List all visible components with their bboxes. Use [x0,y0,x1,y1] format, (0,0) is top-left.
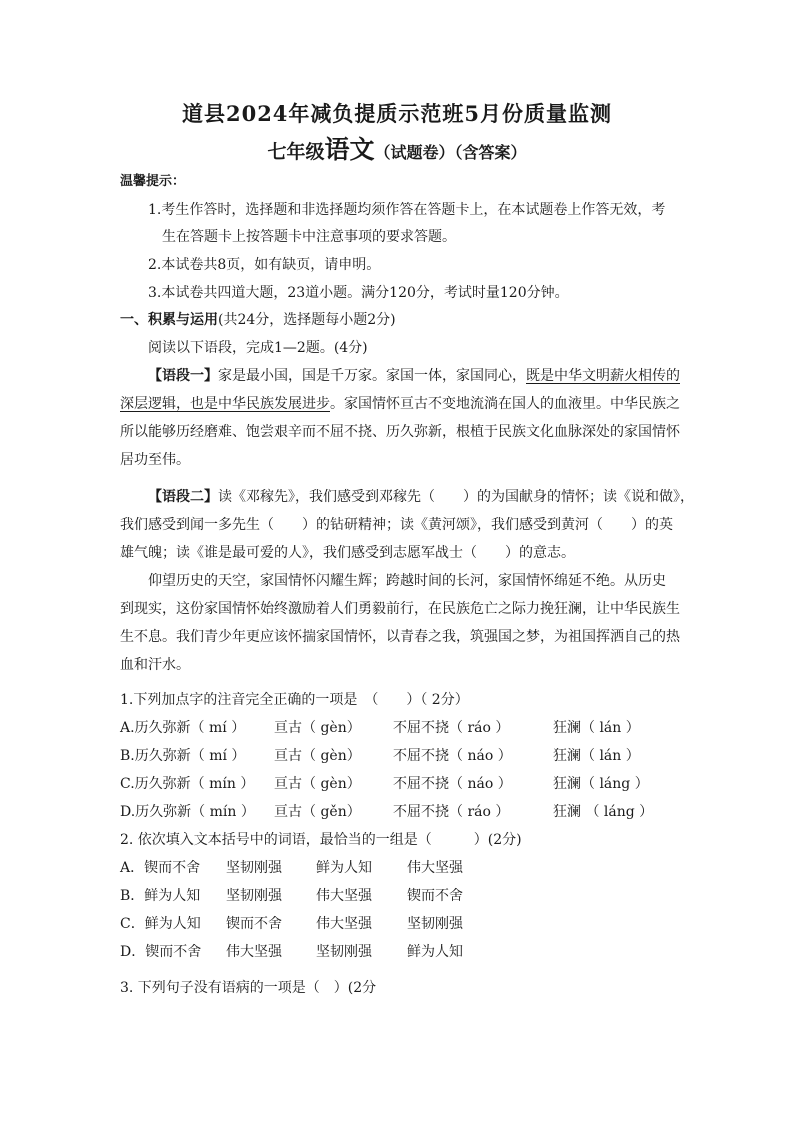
exam-title: 道县2024年减负提质示范班5月份质量监测 [181,101,613,126]
passage2-line: 我们感受到闻一多先生（ ）的钻研精神；读《黄河颂》，我们感受到黄河（ ）的英 [120,517,673,533]
question-3-stem: 3. 下列句子没有语病的一项是（ ）(2分 [120,980,377,996]
tips-label: 温馨提示： [120,174,186,189]
q2-option-c-item: 坚韧刚强 [407,916,463,932]
q2-option-c-item: 锲而不舍 [226,916,282,932]
q1-option-d-item: 不屈不挠（ ráo ） [393,804,510,820]
passage2-line: 雄气魄；读《谁是最可爱的人》，我们感受到志愿军战士（ ）的意志。 [120,545,575,561]
q1-option-a-item: 狂澜（ lán ） [553,720,640,736]
q2-option-a-item: 坚韧刚强 [226,860,282,876]
q1-option-b-item: 亘古（ gèn） [274,748,361,764]
section-heading: 一、积累与运用(共24分，选择题每小题2分) [120,312,396,328]
q1-option-a-item: 亘古（ gèn） [274,720,361,736]
q2-option-c-item: 伟大坚强 [316,916,372,932]
q2-option-a-item: 伟大坚强 [407,860,463,876]
paper-type-label: （试题卷）（含答案） [374,143,527,162]
q2-option-b-item: 伟大坚强 [316,888,372,904]
q1-option-c-item: 亘古（ gèn） [274,776,361,792]
q1-option-c-item: 不屈不挠（ náo ） [393,776,512,792]
q1-option-d-item: 亘古（ gěn） [274,804,361,820]
q2-option-d-item: 坚韧刚强 [316,944,372,960]
passage1-line: 深层逻辑，也是中华民族发展进步。家国情怀亘古不变地流淌在国人的血液里。中华民族之 [120,396,680,412]
question-1-stem: 1.下列加点字的注音完全正确的一项是 （ ）（ 2分） [120,692,469,708]
q2-option-b[interactable]: B．鲜为人知 [120,888,201,904]
q1-option-d[interactable]: D.历久弥新（ mín ） [120,804,255,820]
passage2-line: 【语段二】读《邓稼先》，我们感受到邓稼先（ ）的为国献身的情怀；读《说和做》， [148,489,694,505]
q2-option-b-item: 坚韧刚强 [226,888,282,904]
q2-option-a[interactable]: A．锲而不舍 [120,860,201,876]
exam-subtitle [0,130,794,166]
passage1-line: 居功至伟。 [120,452,190,468]
q2-option-d-item: 伟大坚强 [226,944,282,960]
passage1-line: 【语段一】家是最小国，国是千万家。家国一体，家国同心，既是中华文明薪火相传的 [148,368,680,384]
passage1-line: 所以能够历经磨难、饱尝艰辛而不屈不挠、历久弥新，根植于民族文化血脉深处的家国情怀 [120,424,680,440]
q1-option-b[interactable]: B.历久弥新（ mí ） [120,748,246,764]
subject-label: 语文 [324,135,375,164]
tip-item: 2.本试卷共8页，如有缺页，请申明。 [148,257,381,273]
section-intro: 阅读以下语段，完成1—2题。(4分) [148,340,368,356]
passage2-line: 到现实，这份家国情怀始终激励着人们勇毅前行，在民族危亡之际力挽狂澜，让中华民族生 [120,601,680,617]
grade-label: 七年级 [267,141,325,163]
q2-option-c[interactable]: C．鲜为人知 [120,916,201,932]
passage2-line: 血和汗水。 [120,657,190,673]
q1-option-c-item: 狂澜（ láng ） [553,776,649,792]
q1-option-b-item: 不屈不挠（ náo ） [393,748,512,764]
q1-option-d-item: 狂澜 （ láng ） [553,804,654,820]
tip-item: 1.考生作答时，选择题和非选择题均须作答在答题卡上，在本试题卷上作答无效，考 [148,202,666,218]
q1-option-a-item: 不屈不挠（ ráo ） [393,720,510,736]
q2-option-d[interactable]: D．锲而不舍 [120,944,202,960]
tip-item: 生在答题卡上按答题卡中注意事项的要求答题。 [162,229,456,245]
q1-option-b-item: 狂澜（ lán ） [553,748,640,764]
q1-option-a[interactable]: A.历久弥新（ mí ） [120,720,246,736]
q2-option-d-item: 鲜为人知 [407,944,463,960]
passage2-line: 生不息。我们青少年更应该怀揣家国情怀，以青春之我，筑强国之梦，为祖国挥洒自己的热 [120,629,680,645]
q2-option-b-item: 锲而不舍 [407,888,463,904]
q2-option-a-item: 鲜为人知 [316,860,372,876]
passage2-line: 仰望历史的天空，家国情怀闪耀生辉；跨越时间的长河，家国情怀绵延不绝。从历史 [148,573,666,589]
question-2-stem: 2. 依次填入文本括号中的词语，最恰当的一组是（ ）(2分) [120,832,522,848]
tip-item: 3.本试卷共四道大题，23道小题。满分120分，考试时量120分钟。 [148,285,569,301]
q1-option-c[interactable]: C.历久弥新（ mín ） [120,776,255,792]
